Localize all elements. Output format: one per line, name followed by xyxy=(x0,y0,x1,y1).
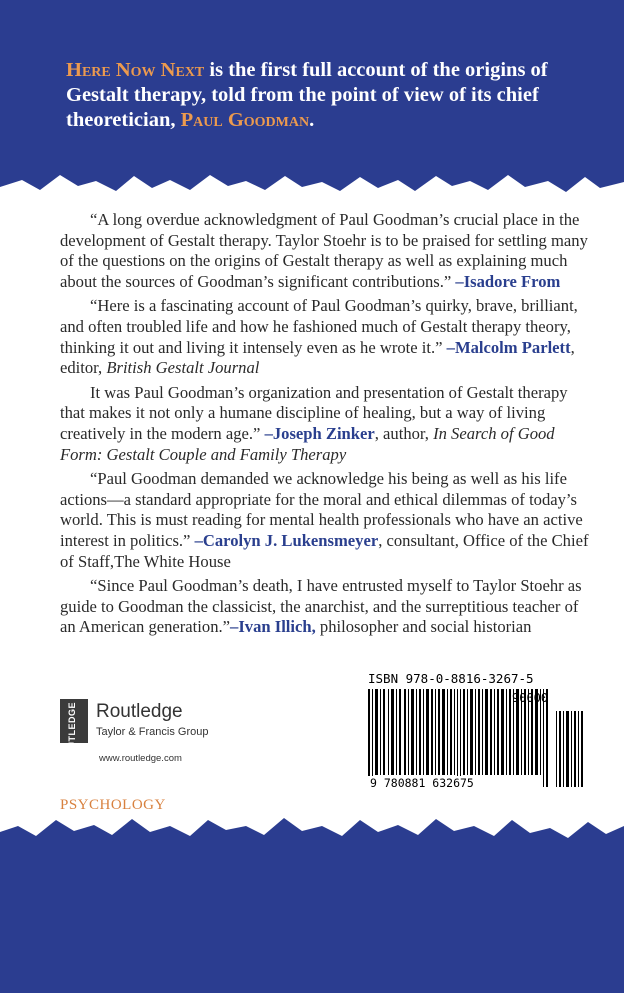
tagline-text: is the first full account of the origins of Gestalt therapy, told from the point of view of its chief theoretician, xyxy=(66,59,548,131)
book-title: Here Now Next xyxy=(66,59,205,81)
cover-tagline: Here Now Next is the first full account of the origins of Gestalt therapy, told from the point of view of its chief theoretician, Paul Goodman. xyxy=(66,59,548,131)
publisher-website: www.routledge.com xyxy=(99,753,182,764)
endorsement-lukensmeyer: “Paul Goodman demanded we acknowledge his being as well as his life actions—a standard appropriate for the moral and ethical dilemmas of today’s world. This is must reading for mental health professionals who have an active interest in politics.” –Carolyn J. Lukensmeyer, consultant, Office of the Chief of Staff,The White House xyxy=(60,469,589,571)
endorsement-illich: “Since Paul Goodman’s death, I have entrusted myself to Taylor Stoehr as guide to Goodman the classicist, the anarchist, and the surreptitious teacher of an American generation.”–Ivan Illich, philosopher and social historian xyxy=(60,576,582,637)
subject-category: PSYCHOLOGY xyxy=(60,797,166,813)
endorser-source: British Gestalt Journal xyxy=(106,358,260,378)
endorsement-zinker: It was Paul Goodman’s organization and presentation of Gestalt therapy that makes it not only a humane discipline of healing, but a way of living creatively in the modern age.” –Joseph Zinker, author, In Search of Good Form: Gestalt Couple and Family Therapy xyxy=(60,382,568,464)
price-code: 90000 xyxy=(512,691,549,705)
endorsement-from: “A long overdue acknowledgment of Paul Goodman’s crucial place in the development of Gestalt therapy. Taylor Stoehr is to be praised for settling many of the questions on the origins of Gestalt therapy as well as explaining much about the sources of Goodman’s significant contributions.” –Isadore From xyxy=(60,210,588,291)
endorser-name: –Ivan Illich, xyxy=(230,617,316,637)
routledge-logo-icon: ROUTLEDGE xyxy=(60,699,88,743)
endorser-name: –Malcolm Parlett xyxy=(446,337,571,357)
endorsement-parlett: “Here is a fascinating account of Paul Goodman’s quirky, brave, brilliant, and often troubled life and how he fashioned much of Gestalt therapy theory, thinking it out and living it intensely even as he wrote it.” –Malcolm Parlett, editor, British Gestalt Journal xyxy=(60,296,578,378)
endorsements xyxy=(60,210,590,642)
endorser-source: In Search of Good Form: Gestalt Couple and Family Therapy xyxy=(60,423,555,464)
endorser-name: –Joseph Zinker xyxy=(264,423,375,443)
isbn-barcode xyxy=(364,669,588,793)
bottom-blue-band xyxy=(0,818,624,993)
endorser-name: –Carolyn J. Lukensmeyer xyxy=(194,530,379,550)
endorser-name: –Isadore From xyxy=(455,271,561,291)
publisher-name: Routledge xyxy=(96,701,183,722)
author-name: Paul Goodman xyxy=(180,109,310,131)
isbn-label: ISBN 978-0-8816-3267-5 xyxy=(368,671,534,686)
ean-number: 9 780881 632675 xyxy=(370,776,474,790)
barcode-bars xyxy=(366,689,586,787)
publisher-group: Taylor & Francis Group xyxy=(96,726,209,738)
